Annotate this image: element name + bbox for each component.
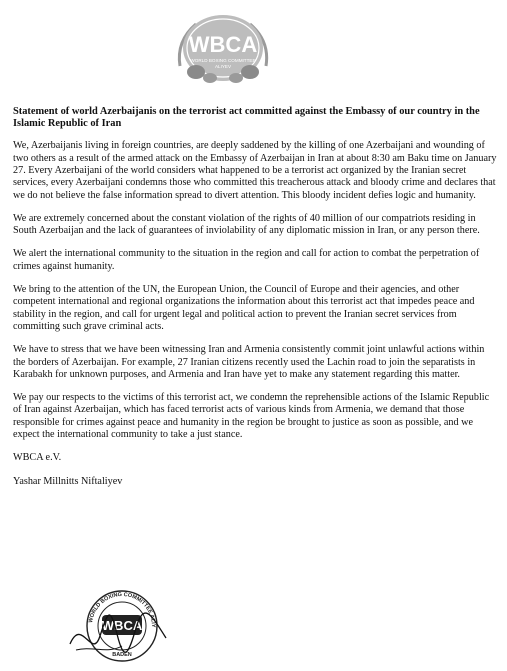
paragraph-3: We alert the international community to the situation in the region and call for action to combat the perpetration of crimes against humanity.: [13, 248, 480, 272]
paragraph-2: We are extremely concerned about the constant violation of the rights of 40 million of our compatriots residing in South Azerbaijan and the lack of guarantees of inviolability of any diplomatic mission in Iran, or any person there.: [13, 212, 480, 237]
logo-line2-text: ALIYEV: [214, 64, 232, 69]
organization-name: WBCA e.V.: [13, 452, 62, 464]
official-stamp: [62, 586, 172, 666]
logo-line1-text: WORLD BOXING COMMITTEE: [190, 58, 256, 63]
stamp-city-text: BADEN: [112, 652, 132, 658]
paragraph-6: We pay our respects to the victims of this terrorist act, we condemn the reprehensible actions of the Islamic Republic of Iran against Azerbaijan, which has faced terrorist acts of various kinds from Armenia, we demand that those responsible for crimes against peace and humanity in the region be brought to justice as soon as possible, and we expect the international community to take a just stance.: [13, 392, 490, 441]
stamp-brand-text: WBCA: [101, 618, 143, 633]
wbca-logo-graphic: [168, 6, 278, 94]
logo-brand-text: WBCA: [188, 32, 258, 57]
paragraph-5: We have to stress that we have been witnessing Iran and Armenia consistently commit joint unlawful actions within the borders of Azerbaijan. For example, 27 Iranian citizens recently used the Lachin road to join the separatists in Karabakh for unknown purposes, and Armenia and Iran have yet to make any statement regarding this matter.: [13, 344, 485, 380]
paragraph-1: We, Azerbaijanis living in foreign countries, are deeply saddened by the killing of one Azerbaijani and wounding of two others as a result of the armed attack on the Embassy of Azerbaijan in Iran at about 8:30 am Baku time on January 27. Every Azerbaijani of the world considers what happened to be a terrorist act organized by the Iranian secret services, every Azerbaijani condemns those who committed this treacherous attack and bloody crime and declares that we do not believe the false information spread to divert attention. This bloody incident defies logic and humanity.: [13, 140, 497, 201]
statement-document: [13, 106, 497, 499]
stamp-ring-text: WORLD BOXING COMMITTEE ALIY: [88, 591, 157, 628]
stamp-graphic: [62, 586, 172, 666]
paragraph-4: We bring to the attention of the UN, the European Union, the Council of Europe and their agencies, and other competent international and regional organizations the information about this terrorist act that impedes peace and stability in the region, and call for urgent legal and political action to prevent the Iranian secret services from committing such grave criminal acts.: [13, 284, 475, 332]
wbca-logo: [168, 6, 278, 94]
statement-title: Statement of world Azerbaijanis on the terrorist act committed against the Embassy of our country in the Islamic Republic of Iran: [13, 106, 480, 130]
signatory-name: Yashar Millnitts Niftaliyev: [13, 475, 123, 487]
